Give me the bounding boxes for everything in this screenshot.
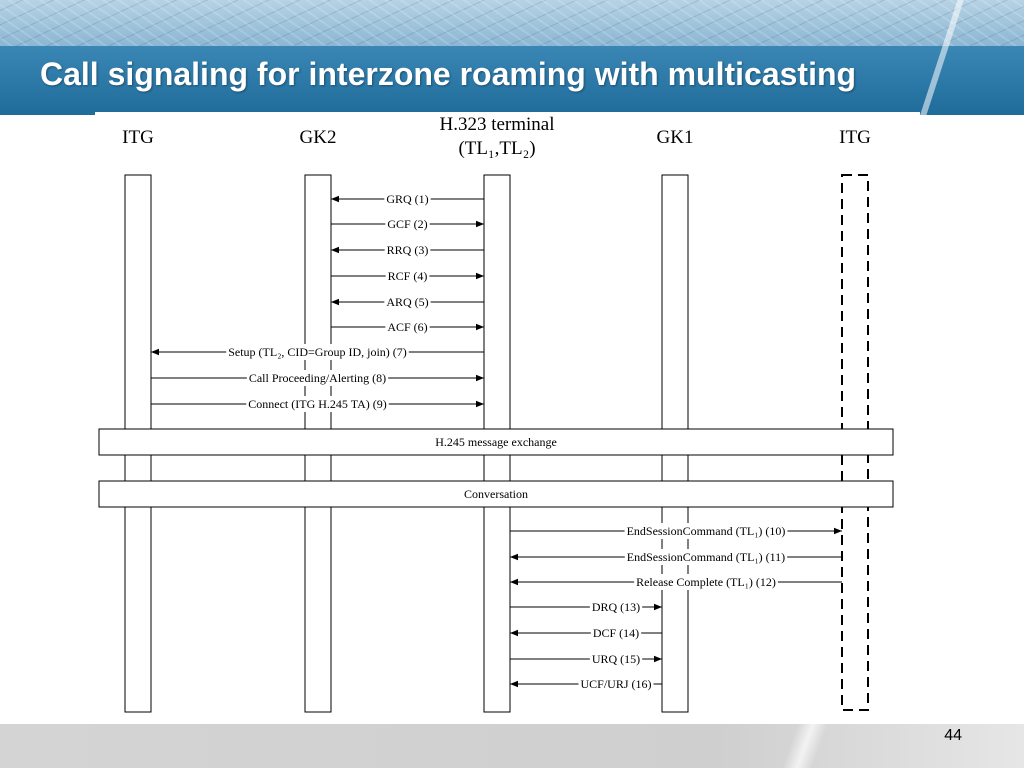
message-label-9: Connect (ITG H.245 TA) (9) (248, 397, 387, 411)
message-label-5: ARQ (5) (386, 295, 429, 309)
message-label-11: EndSessionCommand (TL₁) (11) (626, 550, 786, 564)
participant-header-line2-2: (TL₁,TL₂) (458, 138, 536, 159)
message-label-4: RCF (4) (387, 269, 428, 283)
header-map-image (0, 0, 1024, 50)
page-number: 44 (944, 727, 962, 744)
message-label-7: Setup (TL₂, CID=Group ID, join) (7) (228, 345, 407, 359)
message-label-10: EndSessionCommand (TL₁) (10) (626, 524, 786, 538)
message-label-16: UCF/URJ (16) (580, 677, 652, 691)
sequence-diagram-canvas (95, 112, 920, 724)
participant-header-0: ITG (122, 127, 154, 148)
band-label-0: H.245 message exchange (435, 435, 557, 449)
message-label-14: DCF (14) (592, 626, 640, 640)
message-label-2: GCF (2) (387, 217, 428, 231)
participant-header-2: H.323 terminal (439, 114, 555, 135)
message-label-6: ACF (6) (387, 320, 428, 334)
message-label-12: Release Complete (TL₁) (12) (636, 575, 776, 589)
sequence-diagram (95, 112, 920, 724)
participant-header-1: GK2 (299, 127, 337, 148)
footer-swoosh-decoration (782, 724, 828, 768)
participant-header-4: ITG (839, 127, 871, 148)
participant-header-3: GK1 (656, 127, 694, 148)
message-label-1: GRQ (1) (386, 192, 429, 206)
footer-bar (0, 724, 1024, 768)
message-label-8: Call Proceeding/Alerting (8) (248, 371, 387, 385)
message-label-13: DRQ (13) (591, 600, 641, 614)
slide-title: Call signaling for interzone roaming with multicasting (40, 56, 857, 92)
message-label-15: URQ (15) (591, 652, 641, 666)
message-label-3: RRQ (3) (386, 243, 429, 257)
band-label-1: Conversation (464, 487, 528, 501)
